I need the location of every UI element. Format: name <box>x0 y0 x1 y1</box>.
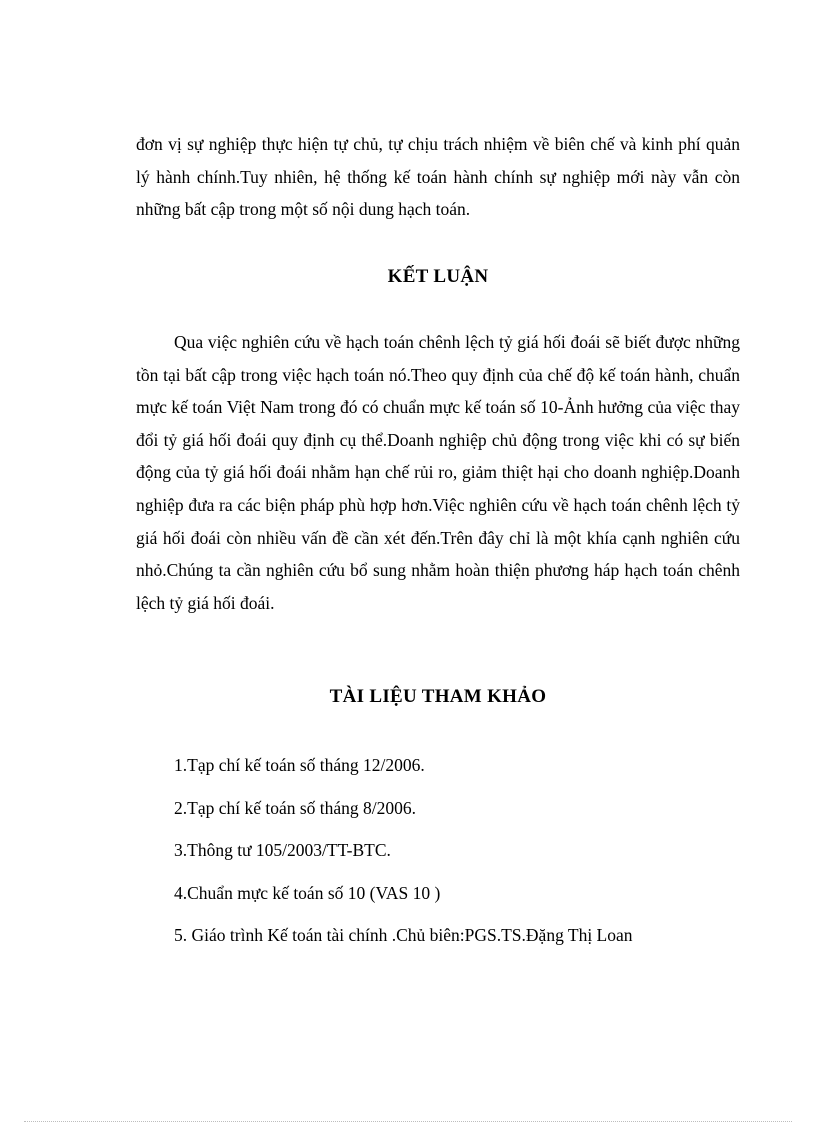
page-bottom-divider <box>24 1121 792 1122</box>
references-heading: TÀI LIỆU THAM KHẢO <box>329 686 547 707</box>
conclusion-heading: KẾT LUẬN <box>387 266 489 287</box>
reference-item: 1.Tạp chí kế toán số tháng 12/2006. <box>174 755 425 775</box>
intro-paragraph: đơn vị sự nghiệp thực hiện tự chủ, tự chịu trách nhiệm về biên chế và kinh phí quản lý hành chính.Tuy nhiên, hệ thống kế toán hành chính sự nghiệp mới này vẫn còn những bất cập trong một số nội dung hạch toán. <box>136 134 740 220</box>
reference-item: 2.Tạp chí kế toán số tháng 8/2006. <box>174 797 417 818</box>
reference-item: 5. Giáo trình Kế toán tài chính .Chủ biên:PGS.TS.Đặng Thị Loan <box>174 925 633 945</box>
reference-list <box>174 744 740 957</box>
conclusion-paragraph: Qua việc nghiên cứu về hạch toán chênh lệch tỷ giá hối đoái sẽ biết được những tồn tại bất cập trong việc hạch toán nó.Theo quy định của chế độ kế toán hành, chuẩn mực kế toán Việt Nam trong đó có chuẩn mực kế toán số 10-Ảnh hưởng của việc thay đổi tỷ giá hối đoái quy định cụ thể.Doanh nghiệp chủ động trong việc khi có sự biến động của tỷ giá hối đoái nhằm hạn chế rủi ro, giảm thiệt hại cho doanh nghiệp.Doanh nghiệp đưa ra các biện pháp phù hợp hơn.Việc nghiên cứu về hạch toán chênh lệch tỷ giá hối đoái còn nhiều vấn đề cần xét đến.Trên đây chỉ là một khía cạnh nghiên cứu nhỏ.Chúng ta cần nghiên cứu bổ sung nhằm hoàn thiện phương háp hạch toán chênh lệch tỷ giá hối đoái. <box>136 332 740 613</box>
reference-item: 4.Chuẩn mực kế toán số 10 (VAS 10 ) <box>174 882 441 903</box>
reference-item: 3.Thông tư 105/2003/TT-BTC. <box>174 840 391 860</box>
